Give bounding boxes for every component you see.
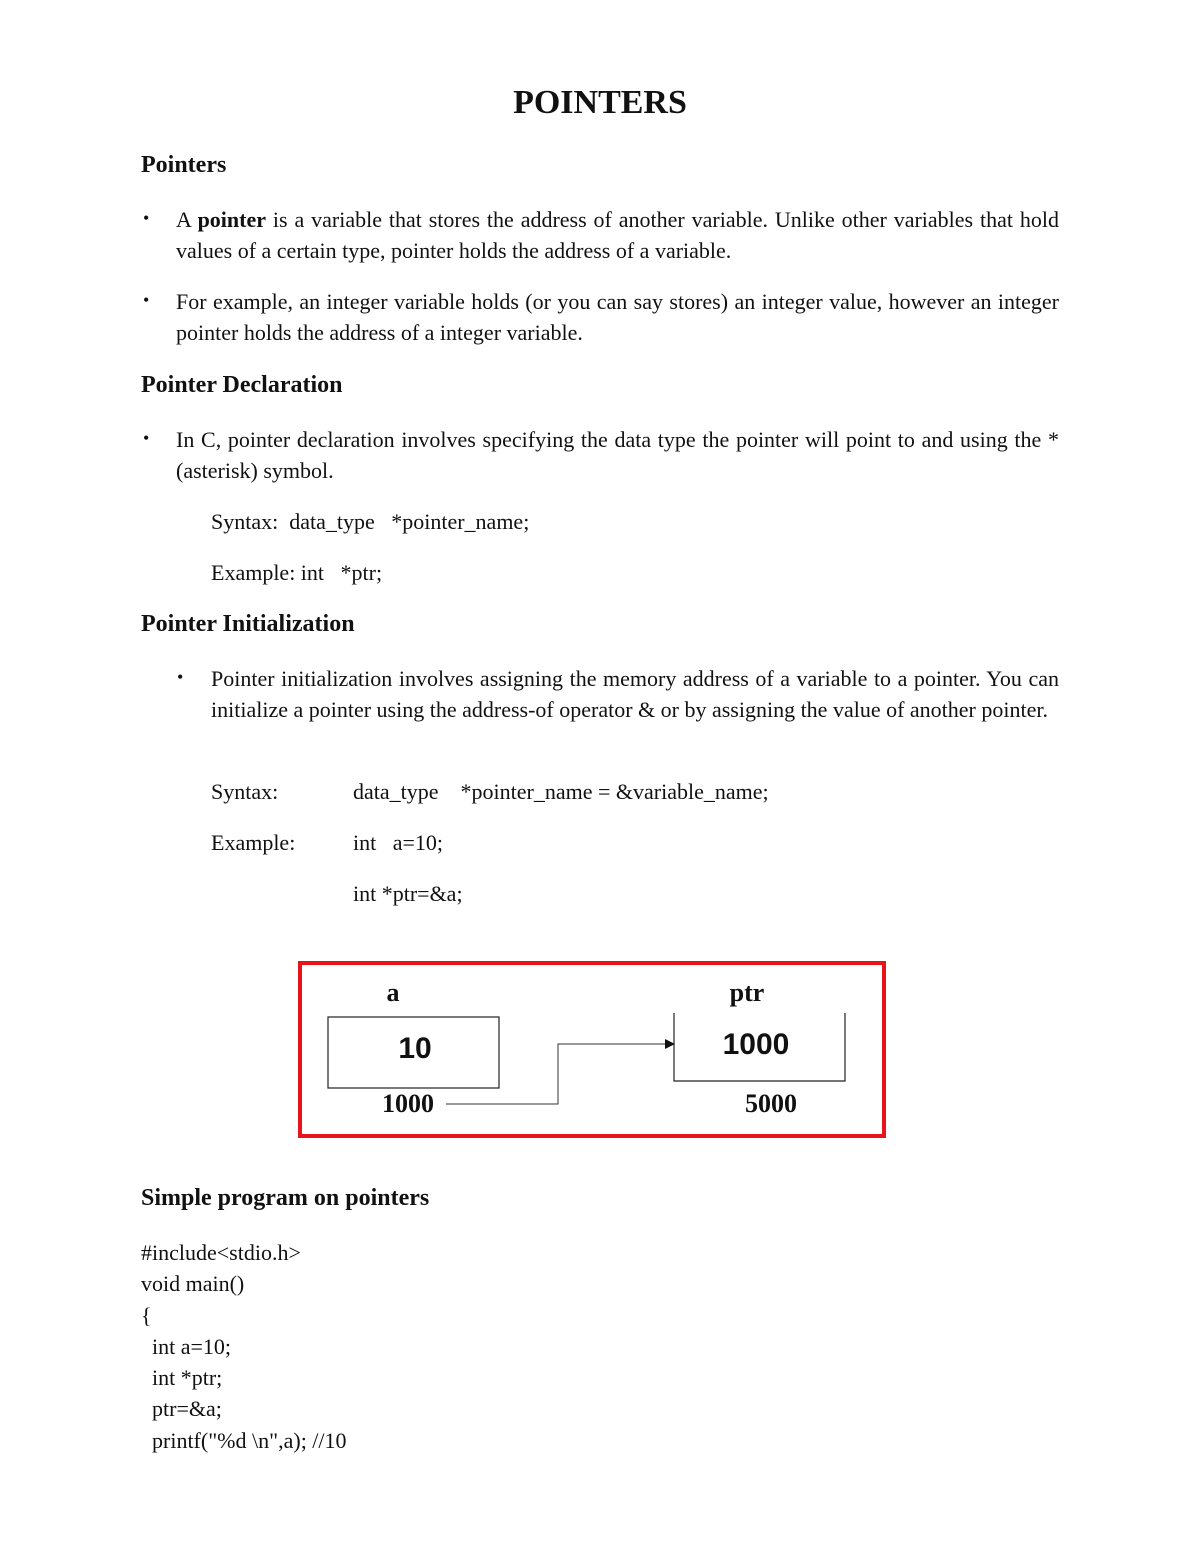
variable-name-label: a <box>386 978 400 1007</box>
bullet-icon: • <box>143 290 150 310</box>
pointer-address: 5000 <box>745 1089 797 1118</box>
initialization-bullet-1: Pointer initialization involves assigning the memory address of a variable to a pointer. You can initialize a pointer using the address-of operator & or by assigning the value of another pointer. <box>211 666 1059 722</box>
heading-pointer-declaration: Pointer Declaration <box>141 372 343 398</box>
code-line: void main() <box>141 1271 245 1297</box>
declaration-syntax: Syntax: data_type *pointer_name; <box>211 509 530 534</box>
declaration-bullet-1: In C, pointer declaration involves specifying the data type the pointer will point to and using the * (asterisk) symbol. <box>176 427 1059 483</box>
code-line: #include<stdio.h> <box>141 1240 301 1265</box>
initialization-example-line-1: int a=10; <box>353 830 444 855</box>
heading-pointers: Pointers <box>141 152 227 178</box>
initialization-syntax-value: data_type *pointer_name = &variable_name; <box>353 779 769 804</box>
pointers-bullet-1-rest: is a variable that stores the address of another variable. Unlike other variables that hold values of a certain type, pointer holds the address of a variable. <box>176 207 1059 263</box>
code-line: int *ptr; <box>141 1365 223 1391</box>
code-line: int a=10; <box>141 1333 232 1359</box>
pointer-name-label: ptr <box>729 978 765 1007</box>
declaration-example: Example: int *ptr; <box>211 560 383 585</box>
pointers-bullet-1-prefix: A <box>176 207 198 232</box>
bullet-icon: • <box>143 208 150 228</box>
variable-value: 10 <box>398 1032 432 1065</box>
variable-address: 1000 <box>382 1089 434 1118</box>
code-line: ptr=&a; <box>141 1396 222 1422</box>
code-block <box>141 1237 347 1456</box>
code-line: { <box>141 1302 152 1328</box>
pointer-value: 1000 <box>722 1028 790 1061</box>
pointers-bullet-2: For example, an integer variable holds (or you can say stores) an integer value, however an integer pointer holds the address of a integer variable. <box>176 289 1059 345</box>
initialization-example-line-2: int *ptr=&a; <box>353 881 463 906</box>
pointers-bullet-1 <box>176 204 1059 266</box>
heading-simple-program: Simple program on pointers <box>141 1185 430 1211</box>
pointer-memory-diagram <box>298 961 886 1138</box>
page-title: POINTERS <box>513 84 687 121</box>
bullet-icon: • <box>143 428 150 448</box>
pointers-bullet-1-bold: pointer <box>197 207 267 232</box>
heading-pointer-initialization: Pointer Initialization <box>141 611 355 637</box>
initialization-syntax-label: Syntax: <box>211 779 279 804</box>
bullet-icon: • <box>177 667 184 687</box>
code-line: printf("%d \n",a); //10 <box>141 1427 347 1453</box>
initialization-example-label: Example: <box>211 830 296 855</box>
